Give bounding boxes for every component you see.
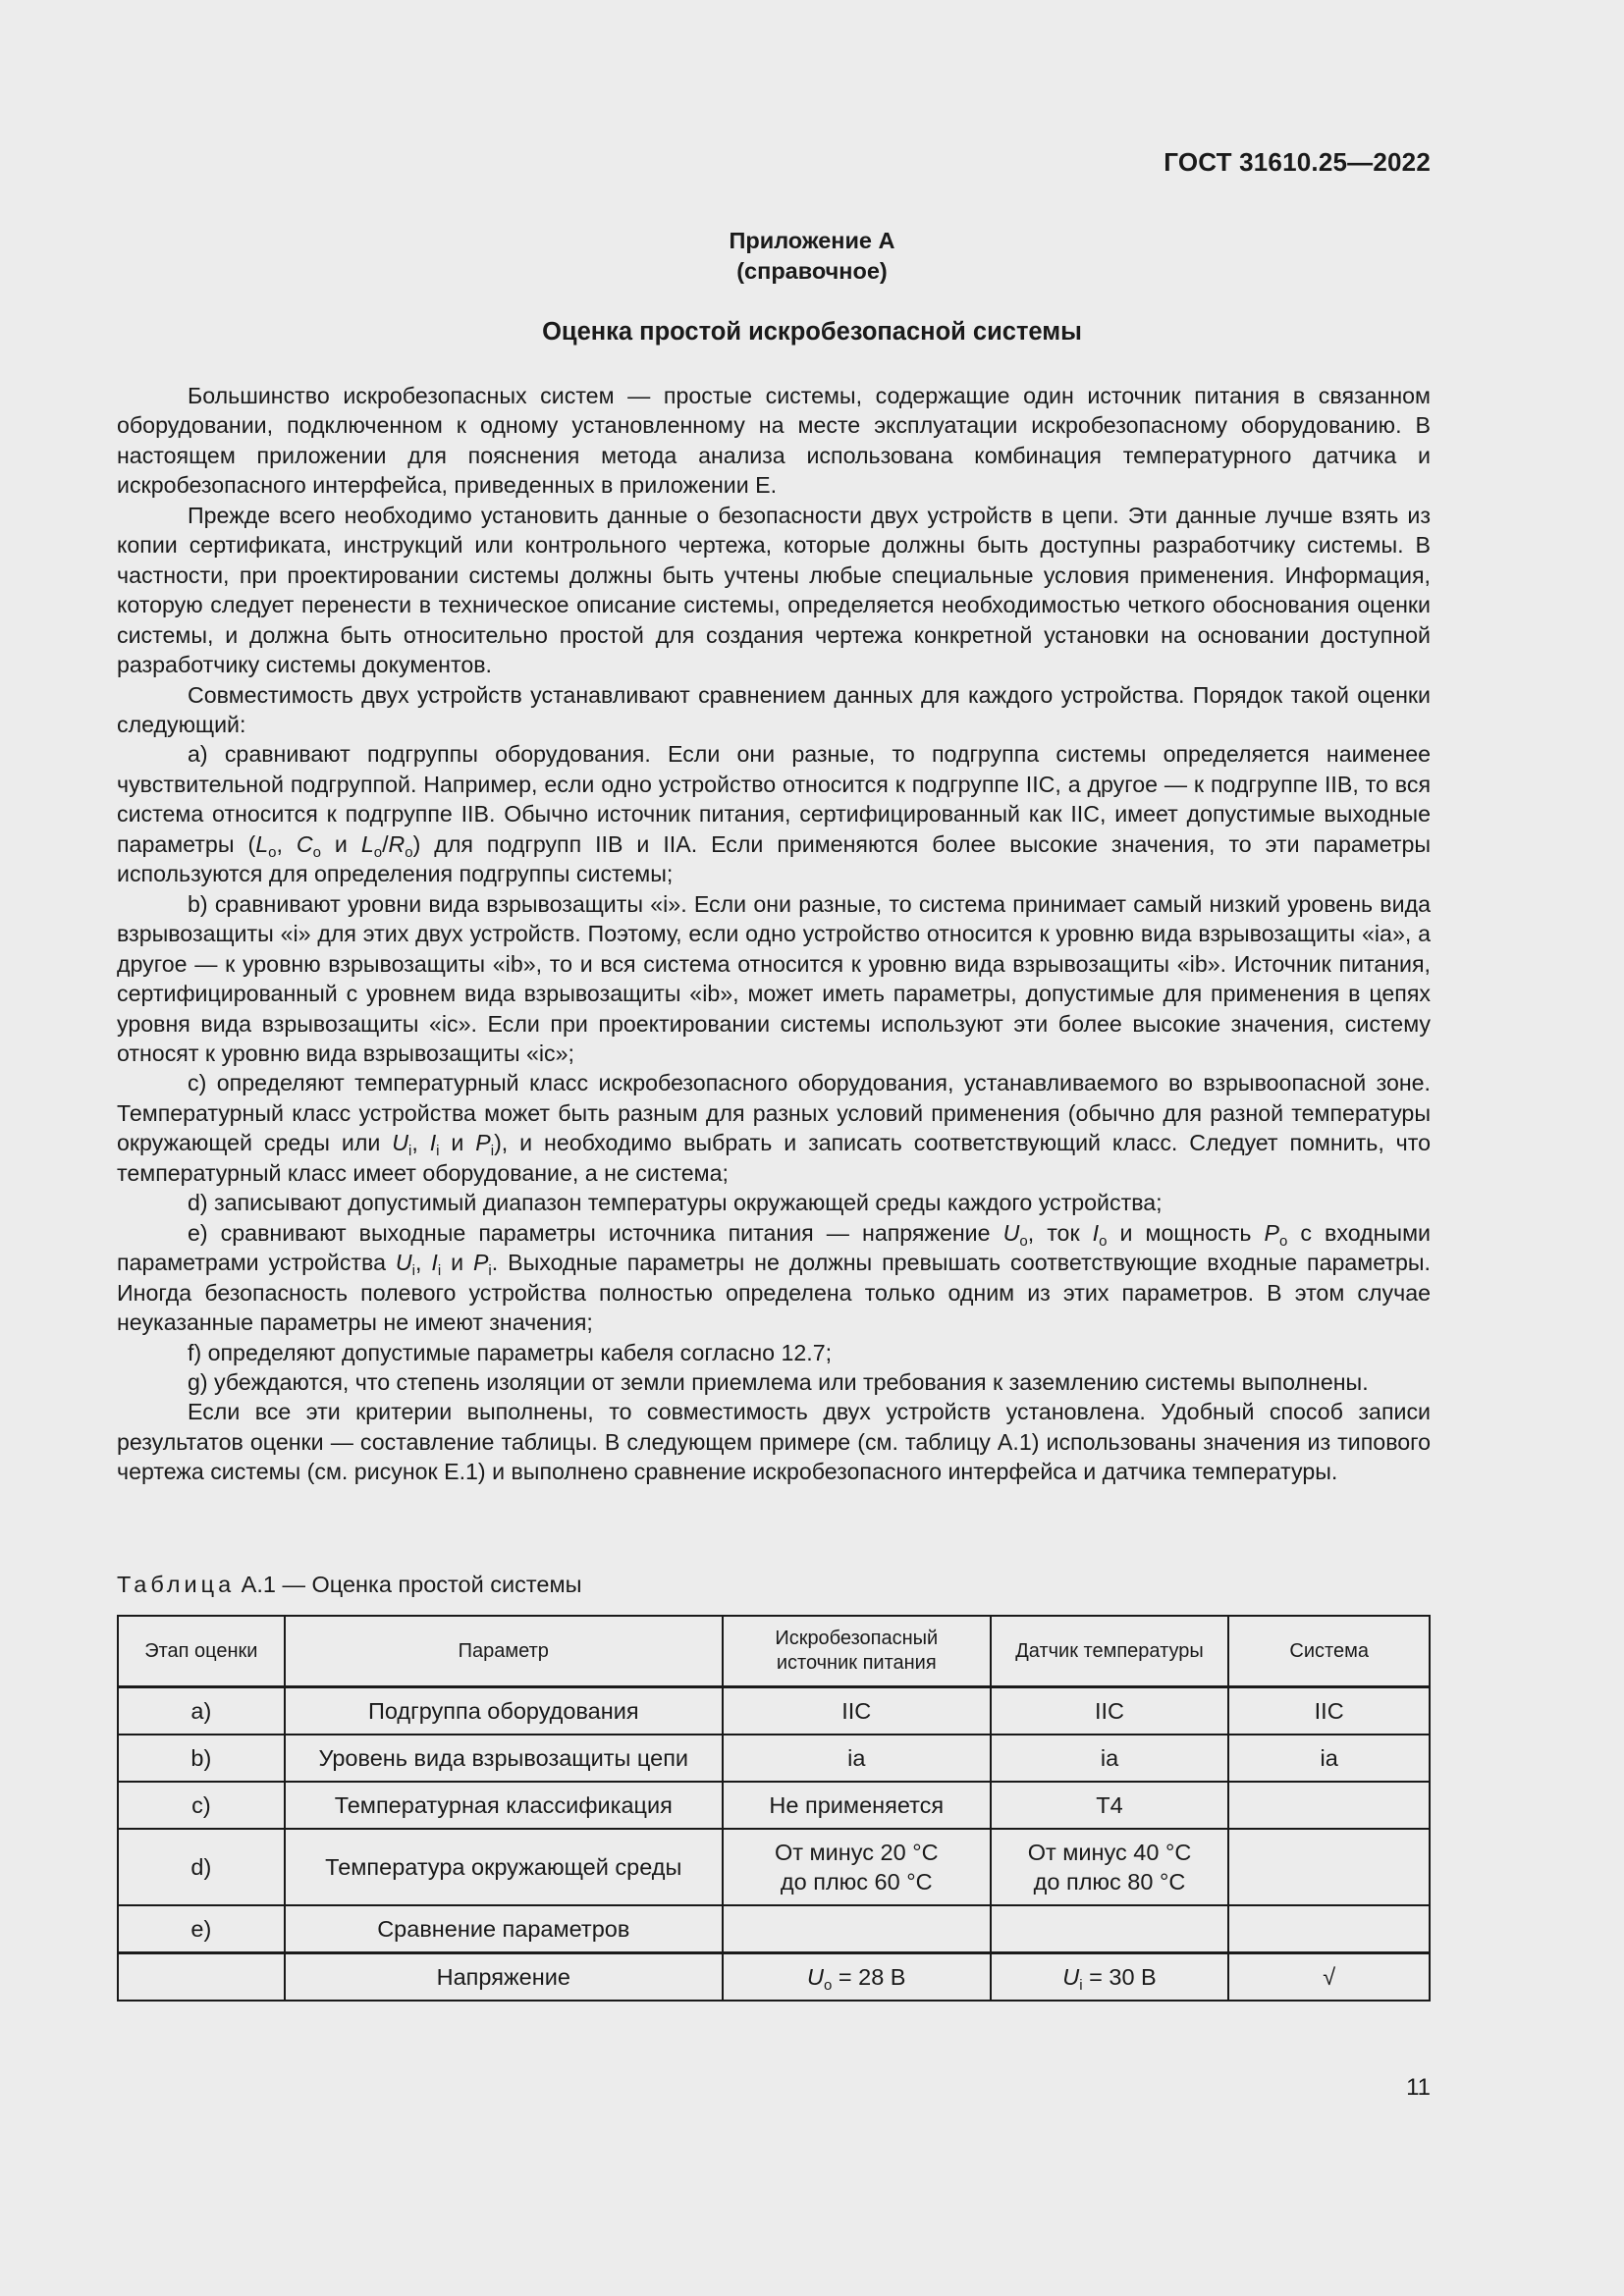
table-cell [1228,1905,1430,1953]
table-row [118,1953,1430,2002]
paragraph: Совместимость двух устройств устанавливают сравнением данных для каждого устройства. Порядок такой оценки следующий: [117,681,1431,737]
page-number: 11 [1406,2074,1431,2101]
table-cell: Подгруппа оборудования [285,1687,723,1735]
document-code: ГОСТ 31610.25—2022 [1164,147,1431,177]
table-cell: От минус 20 °C до плюс 60 °C [723,1829,991,1905]
table-cell: Сравнение параметров [285,1905,723,1953]
table-row [118,1905,1430,1953]
annex-type: (справочное) [736,258,888,284]
table-cell [723,1905,991,1953]
body-text [117,381,1431,1487]
paragraph: Если все эти критерии выполнены, то совместимость двух устройств установлена. Удобный способ записи результатов оценки — составление таблицы. В следующем примере (см. таблицу А.1) использованы значения из типового чертежа системы (см. рисунок Е.1) и выполнено сравнение искробезопасного интерфейса и датчика температуры. [117,1399,1431,1485]
table-cell: IIC [723,1687,991,1735]
table-row [118,1829,1430,1905]
table-cell: IIC [1228,1687,1430,1735]
assessment-table [117,1615,1431,2002]
table-cell: $U_o = 28$ В [723,1953,991,2002]
header-cell: Датчик температуры [991,1616,1229,1687]
table-row [118,1687,1430,1735]
table-cell: Напряжение [285,1953,723,2002]
annex-label: Приложение А [729,228,895,253]
table-cell: Уровень вида взрывозащиты цепи [285,1735,723,1782]
table-cell: c) [118,1782,285,1829]
list-item-d: d) записывают допустимый диапазон температуры окружающей среды каждого устройства; [188,1190,1163,1216]
table-cell: e) [118,1905,285,1953]
paragraph: Большинство искробезопасных систем — простые системы, содержащие один источник питания в связанном оборудовании, подключенном к одному установленному на месте эксплуатации искробезопасному оборудованию. В настоящем приложении для пояснения метода анализа использована комбинация температурного датчика и искробезопасного интерфейса, приведенных в приложении Е. [117,383,1431,499]
paragraph: Прежде всего необходимо установить данные о безопасности двух устройств в цепи. Эти данные лучше взять из копии сертификата, инструкций или контрольного чертежа, которые должны быть доступны разработчику системы. В частности, при проектировании системы должны быть учтены любые специальные условия применения. Информация, которую следует перенести в техническое описание системы, определяется необходимостью четкого обоснования оценки системы, и должна быть относительно простой для создания чертежа конкретной установки на основании доступной разработчику системы документов. [117,502,1431,678]
table-cell: T4 [991,1782,1229,1829]
list-item-g: g) убеждаются, что степень изоляции от земли приемлема или требования к заземлению системы выполнены. [188,1368,1369,1395]
table-cell: ia [991,1735,1229,1782]
table-cell [1228,1829,1430,1905]
check-mark: √ [1228,1953,1430,2002]
list-item-c: c) определяют температурный класс искробезопасного оборудования, устанавливаемого во взрывоопасной зоне. Температурный класс устройства может быть разным для разных условий применения (обычно для разной температуры окружающей среды или $U_i$, $I_i$ и $P_i$), и необходимо выбрать и записать соответствующий класс. Следует помнить, что температурный класс имеет оборудование, а не система; [117,1070,1432,1186]
table-cell: ia [1228,1735,1430,1782]
table-header-row [118,1616,1430,1687]
table-cell [118,1953,285,2002]
header-cell: Система [1228,1616,1430,1687]
annex-heading [0,226,1624,287]
header-cell: Этап оценки [118,1616,285,1687]
table-cell [1228,1782,1430,1829]
table-caption: Таблица А.1 — Оценка простой системы [117,1572,582,1597]
table-cell: a) [118,1687,285,1735]
table-row [118,1735,1430,1782]
table-cell: d) [118,1829,285,1905]
list-item-e: e) сравнивают выходные параметры источника питания — напряжение $U_o$, ток $I_o$ и мощность $P_o$ с входными параметрами устройства $U_i$, $I_i$ и $P_i$. Выходные параметры не должны превышать соответствующие входные параметры. Иногда безопасность полевого устройства полностью определена только одним из этих параметров. В этом случае неуказанные параметры не имеют значения; [117,1219,1431,1336]
table-cell: Не применяется [723,1782,991,1829]
list-item-f: f) определяют допустимые параметры кабеля согласно 12.7; [188,1339,833,1365]
header-cell: Искробезопасный источник питания [723,1616,991,1687]
table-cell: b) [118,1735,285,1782]
table-cell: Температура окружающей среды [285,1829,723,1905]
table-cell: ia [723,1735,991,1782]
header-cell: Параметр [285,1616,723,1687]
table-cell: $U_i = 30$ В [991,1953,1229,2002]
annex-title: Оценка простой искробезопасной системы [542,318,1082,346]
table-row [118,1782,1430,1829]
table-cell [991,1905,1229,1953]
list-item-a: a) сравнивают подгруппы оборудования. Если они разные, то подгруппа системы определяется наименее чувствительной подгруппой. Например, если одно устройство относится к подгруппе IIC, а другое — к подгруппе IIB, то вся система относится к подгруппе IIB. Обычно источник питания, сертифицированный как IIC, имеет допустимые выходные параметры ($L_o$, $C_o$ и $L_o/R_o$) для подгрупп IIB и IIA. Если применяются более высокие значения, то эти параметры используются для определения подгруппы системы; [117,741,1432,887]
table-cell: От минус 40 °C до плюс 80 °C [991,1829,1229,1905]
list-item-b: b) сравнивают уровни вида взрывозащиты «i». Если они разные, то система принимает самый низкий уровень вида взрывозащиты «i» для этих двух устройств. Поэтому, если одно устройство относится к уровню вида взрывозащиты «ia», а другое — к уровню взрывозащиты «ib», то и вся система относится к уровню вида взрывозащиты «ib». Источник питания, сертифицированный с уровнем вида взрывозащиты «ib», может иметь параметры, допустимые для применения в цепях уровня вида взрывозащиты «ic». Если при проектировании системы используют эти более высокие значения, систему относят к уровню вида взрывозащиты «ic»; [117,890,1431,1066]
table-cell: Температурная классификация [285,1782,723,1829]
table-cell: IIC [991,1687,1229,1735]
